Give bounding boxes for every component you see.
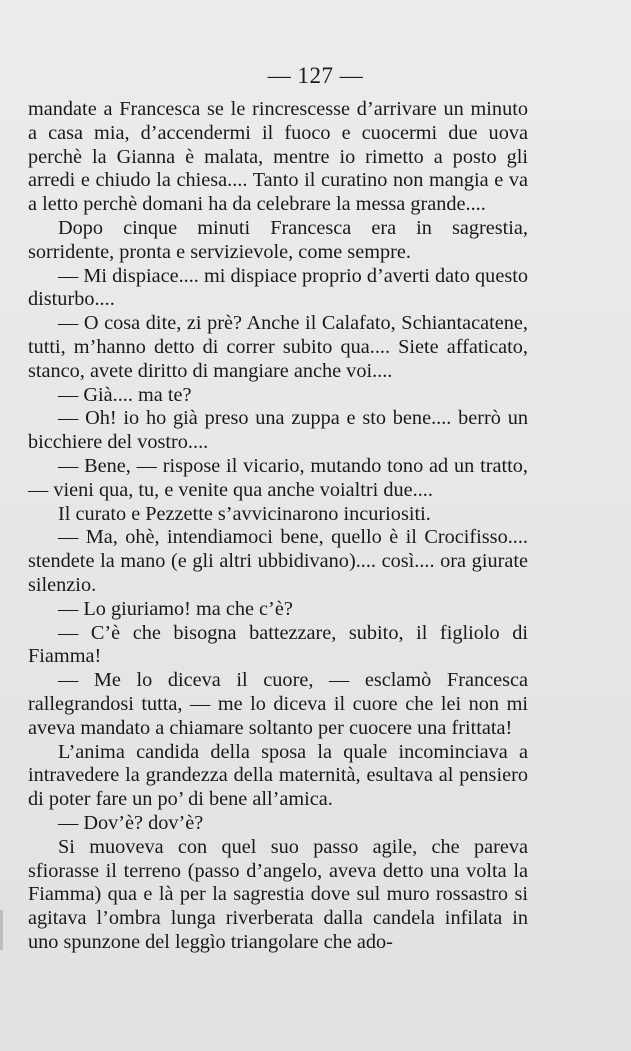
paragraph: — Dov’è? dov’è? — [58, 811, 204, 834]
paragraph: Dopo cinque minuti Francesca era in sagrestia, sorridente, pronta e servizievole, come sempre. — [28, 216, 528, 263]
paragraph: — Ma, ohè, intendiamoci bene, quello è il Crocifisso.... stendete la mano (e gli altri ubbidivano).... così.... ora giurate silenzio. — [28, 526, 528, 596]
paragraph: — Mi dispiace.... mi dispiace proprio d’averti dato questo disturbo.... — [28, 264, 528, 311]
paragraph: — Bene, — rispose il vicario, mutando tono ad un tratto, — vieni qua, tu, e venite qua anche voialtri due.... — [28, 454, 528, 501]
paragraph: — Già.... ma te? — [58, 383, 192, 406]
paragraph: Si muoveva con quel suo passo agile, che pareva sfiorasse il terreno (passo d’angelo, aveva detto una volta la Fiamma) qua e là per la sagrestia dove sul muro rossastro si agitava l’ombra lunga riverberata dalla candela infilata in uno spunzone del leggìo triangolare che ado- — [28, 835, 528, 953]
paragraph: — C’è che bisogna battezzare, subito, il figliolo di Fiamma! — [28, 621, 528, 668]
paragraph: — O cosa dite, zi prè? Anche il Calafato, Schiantacatene, tutti, m’hanno detto di correr subito qua.... Siete affaticato, stanco, avete diritto di mangiare anche voi.... — [28, 312, 528, 382]
paragraph: — Oh! io ho già preso una zuppa e sto bene.... berrò un bicchiere del vostro.... — [28, 407, 528, 454]
body-text — [28, 98, 528, 955]
paragraph: L’anima candida della sposa la quale incominciava a intravedere la grandezza della maternità, esultava al pensiero di poter fare un po’ di bene all’amica. — [28, 740, 528, 811]
paragraph: — Me lo diceva il cuore, — esclamò Francesca rallegrandosi tutta, — me lo diceva il cuore che lei non mi aveva mandato a chiamare soltanto per cuocere una frittata! — [28, 669, 528, 739]
paragraph: Il curato e Pezzette s’avvicinarono incuriositi. — [58, 502, 431, 525]
binding-edge-mark — [0, 910, 3, 950]
page-number: — 127 — — [267, 63, 364, 88]
paragraph: mandate a Francesca se le rincrescesse d’arrivare un minuto a casa mia, d’accendermi il fuoco e cuocermi due uova perchè la Gianna è malata, mentre io rimetto a posto gli arredi e chiudo la chiesa.... Tanto il curatino non mangia e va a letto perchè domani ha da celebrare la messa grande.... — [28, 98, 528, 216]
paragraph: — Lo giuriamo! ma che c’è? — [58, 597, 293, 620]
